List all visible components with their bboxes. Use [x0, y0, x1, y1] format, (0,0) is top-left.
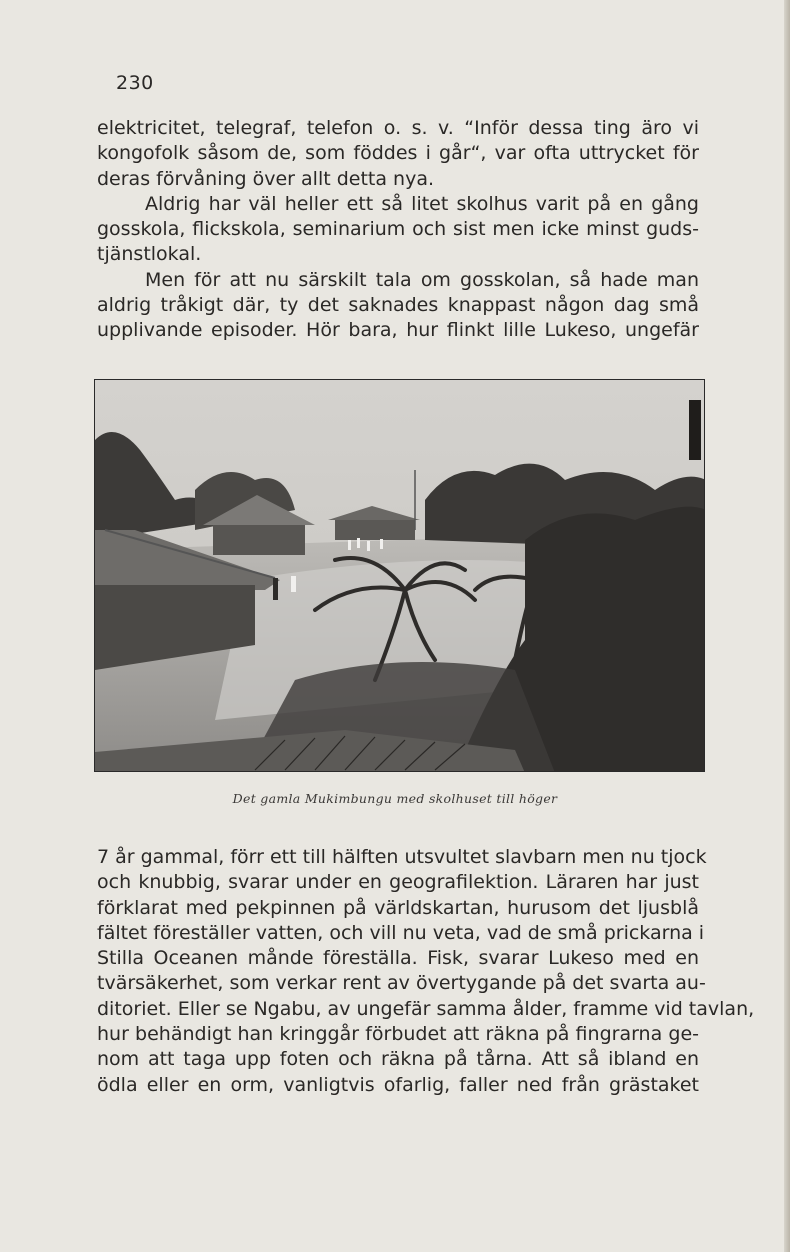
page-number: 230	[116, 72, 154, 94]
text-line: fältet föreställer vatten, och vill nu veta, vad de små prickarna i	[97, 921, 705, 944]
text-line: Men för att nu särskilt tala om gosskolan, så hade man	[145, 268, 699, 291]
text-line: Aldrig har väl heller ett så litet skolhus varit på en gång	[145, 192, 699, 215]
text-line: hur behändigt han kringgår förbudet att räkna på fingrarna ge-	[97, 1023, 699, 1046]
text-line: nom att taga upp foten och räkna på tårna. Att så ibland en	[97, 1048, 699, 1071]
text-line: ödla eller en orm, vanligtvis ofarlig, faller ned från grästaket	[97, 1073, 699, 1096]
text-line: och knubbig, svarar under en geografilektion. Läraren har just	[97, 871, 699, 894]
text-block-top	[97, 116, 699, 344]
text-line: tvärsäkerhet, som verkar rent av övertygande på det svarta au-	[97, 972, 706, 995]
text-line: kongofolk såsom de, som föddes i går“, var ofta uttrycket för	[97, 142, 699, 165]
text-block-bottom	[97, 845, 755, 1098]
text-line: 7 år gammal, förr ett till hälften utsvultet slavbarn men nu tjock	[97, 846, 707, 868]
page-edge	[784, 0, 790, 1252]
text-line: aldrig tråkigt där, ty det saknades knappast någon dag små	[97, 294, 699, 317]
text-line: gosskola, flickskola, seminarium och sist men icke minst guds-	[97, 218, 699, 241]
text-line: elektricitet, telegraf, telefon o. s. v. “Inför dessa ting äro vi	[97, 117, 699, 139]
text-line: Stilla Oceanen månde föreställa. Fisk, svarar Lukeso med en	[97, 947, 699, 970]
figure-caption: Det gamla Mukimbungu med skolhuset till höger	[232, 791, 558, 806]
text-line: deras förvåning över allt detta nya.	[97, 167, 435, 190]
figure-photograph	[94, 379, 705, 772]
text-line: ditoriet. Eller se Ngabu, av ungefär samma ålder, framme vid tavlan,	[97, 997, 755, 1020]
text-line: förklarat med pekpinnen på världskartan, hurusom det ljusblå	[97, 896, 699, 919]
text-line: tjänstlokal.	[97, 243, 202, 266]
text-line: upplivande episoder. Hör bara, hur flinkt lille Lukeso, ungefär	[97, 319, 699, 342]
